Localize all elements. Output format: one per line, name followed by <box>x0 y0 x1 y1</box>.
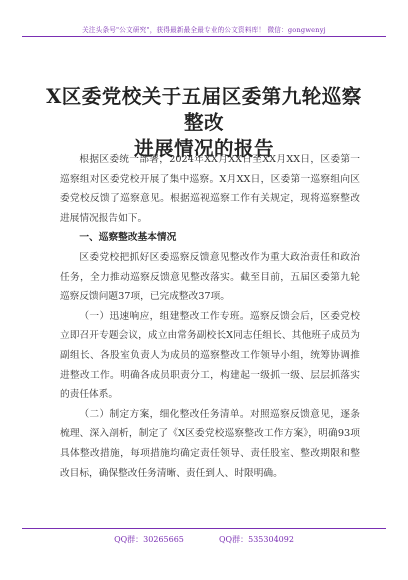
paragraph-intro: 根据区委统一部署，2024年XX月XX日至XX月XX日，区委第一巡察组对区委党校开展了集中巡察。X月XX日，区委第一巡察组向区委党校反馈了巡察意见。根据巡视巡察工作有关规定，现将巡察整改进展情况报告如下。 <box>60 154 360 224</box>
header-banner: 关注头条号"公文研究"，获得最新最全最专业的公文资料库！ 微信：gongwenyj <box>82 26 326 34</box>
title-line-2: 进展情况的报告 <box>133 137 274 160</box>
title-line-1: X区委党校关于五届区委第九轮巡察整改 <box>46 85 362 134</box>
footer-qq-group-2: QQ群：535304092 <box>219 535 294 544</box>
header-divider <box>22 36 386 37</box>
footer-divider <box>22 528 386 529</box>
paragraph-summary: 区委党校把抓好区委巡察反馈意见整改作为重大政治责任和政治任务，全力推动巡察反馈意见整改落实。截至目前，五届区委第九轮巡察反馈问题37项，已完成整改37项。 <box>60 251 360 303</box>
footer <box>0 534 408 545</box>
document-body <box>60 150 360 483</box>
section-heading-1: 一、巡察整改基本情况 <box>79 232 177 244</box>
footer-qq-group-1: QQ群：30265665 <box>114 535 184 544</box>
paragraph-item-2: （二）制定方案，细化整改任务清单。对照巡察反馈意见，逐条梳理、深入剖析，制定了《X区委党校巡察整改工作方案》，明确93项具体整改措施，每项措施均确定责任领导、责任股室、整改期限和整改目标，确保整改任务清晰、责任到人、时限明确。 <box>60 408 360 479</box>
paragraph-item-1: （一）迅速响应，组建整改工作专班。巡察反馈会后，区委党校立即召开专题会议，成立由常务副校长X同志任组长、其他班子成员为副组长、各股室负责人为成员的巡察整改工作领导小组，统筹协调推进整改工作。明确各成员职责分工，构建起一级抓一级、层层抓落实的责任体系。 <box>60 310 360 401</box>
